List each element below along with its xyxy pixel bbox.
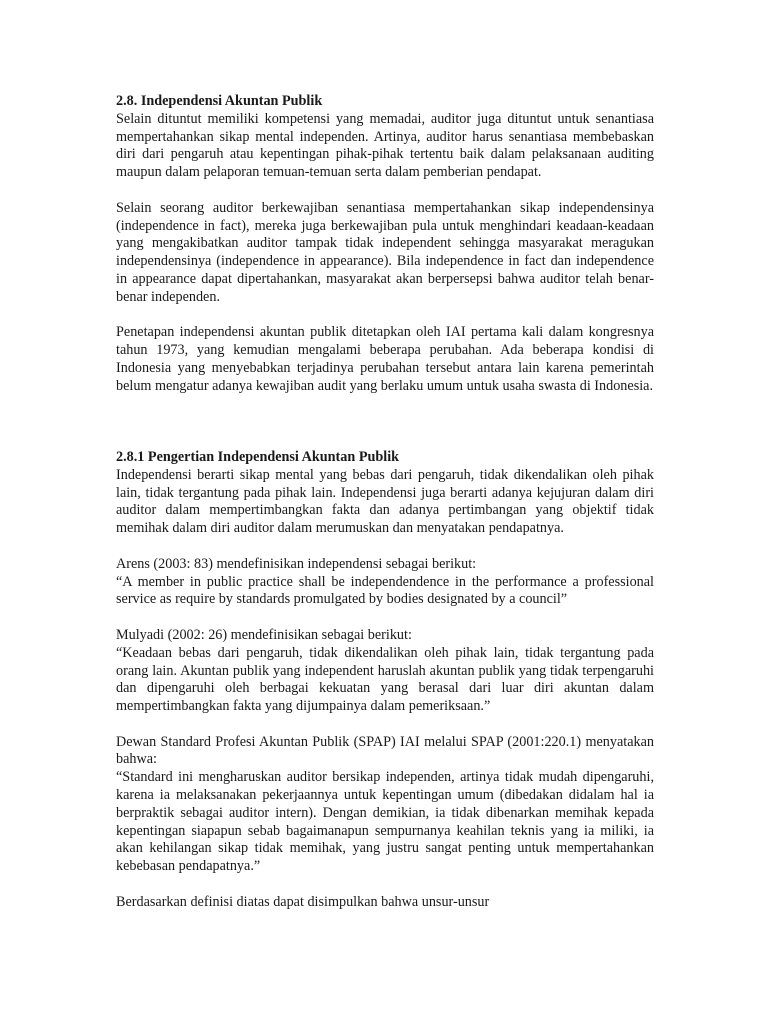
spap-citation: Dewan Standard Profesi Akuntan Publik (SPAP) IAI melalui SPAP (2001:220.1) menyatakan bahwa: bbox=[116, 733, 654, 768]
mulyadi-citation: Mulyadi (2002: 26) mendefinisikan sebagai berikut: bbox=[116, 626, 412, 643]
section-heading-2-8: 2.8. Independensi Akuntan Publik bbox=[116, 93, 323, 109]
spap-quote: “Standard ini mengharuskan auditor bersikap independen, artinya tidak mudah dipengaruhi, karena ia melaksanakan pekerjaannya untuk kepentingan umum (dibedakan didalam hal ia berpraktik sebagai auditor intern). Dengan demikian, ia tidak dibenarkan memihak kepada kepentingan siapapun sebab bagaimanapun sempurnanya keahilan teknis yang ia miliki, ia akan kehilangan sikap tidak memihak, yang justru sangat penting untuk mempertahankan kebebasan pendapatnya.” bbox=[116, 769, 654, 875]
paragraph-penetapan-independensi: Penetapan independensi akuntan publik ditetapkan oleh IAI pertama kali dalam kongresnya tahun 1973, yang kemudian mengalami beberapa perubahan. Ada beberapa kondisi di Indonesia yang menyebabkan terjadinya perubahan tersebut antara lain karena pemerintah belum mengatur adanya kewajiban audit yang berlaku umum untuk usaha swasta di Indonesia. bbox=[116, 324, 654, 394]
arens-citation: Arens (2003: 83) mendefinisikan independensi sebagai berikut: bbox=[116, 555, 477, 572]
paragraph-independensi-definition: Independensi berarti sikap mental yang bebas dari pengaruh, tidak dikendalikan oleh pihak lain, tidak tergantung pada pihak lain. Independensi juga berarti adanya kejujuran dalam diri auditor dalam mempertimbangkan fakta dan adanya pertimbangan yang objektif tidak memihak dalam diri auditor dalam merumuskan dan menyatakan pendapatnya. bbox=[116, 466, 654, 537]
conclusion-text: Berdasarkan definisi diatas dapat disimpulkan bahwa unsur-unsur bbox=[116, 893, 490, 910]
arens-quote: “A member in public practice shall be independendence in the performance a professional service as require by standards promulgated by bodies designated by a council” bbox=[116, 573, 654, 608]
paragraph-independence-in-fact: Selain seorang auditor berkewajiban senantiasa mempertahankan sikap independensinya (independence in fact), mereka juga berkewajiban pula untuk menghindari keadaan-keadaan yang mengakibatkan auditor tampak tidak independent sehingga masyarakat meragukan independensinya (independence in appearance). Bila independence in fact dan independence in appearance dapat dipertahankan, masyarakat akan berpersepsi bahwa auditor telah benar-benar independen. bbox=[116, 199, 654, 305]
section-spacer bbox=[116, 413, 654, 449]
mulyadi-quote: “Keadaan bebas dari pengaruh, tidak dikendalikan oleh pihak lain, tidak tergantung pada orang lain. Akuntan publik yang independent haruslah akuntan publik yang tidak terpengaruhi dan dipengaruhi oleh berbagai kekuatan yang berasal dari luar diri akuntan dalam mempertimbangkan fakta yang dijumpainya dalam pemeriksaan.” bbox=[116, 644, 654, 715]
section-heading-2-8-1: 2.8.1 Pengertian Independensi Akuntan Publik bbox=[116, 448, 400, 465]
paragraph-selain-dituntut: Selain dituntut memiliki kompetensi yang memadai, auditor juga dituntut untuk senantiasa mempertahankan sikap mental independen. Artinya, auditor harus senantiasa membebaskan diri dari pengaruh atau kepentingan pihak-pihak tertentu baik dalam pelaksanaan auditing maupun dalam pelaporan temuan-temuan serta dalam pemberian pendapat. bbox=[116, 110, 654, 181]
